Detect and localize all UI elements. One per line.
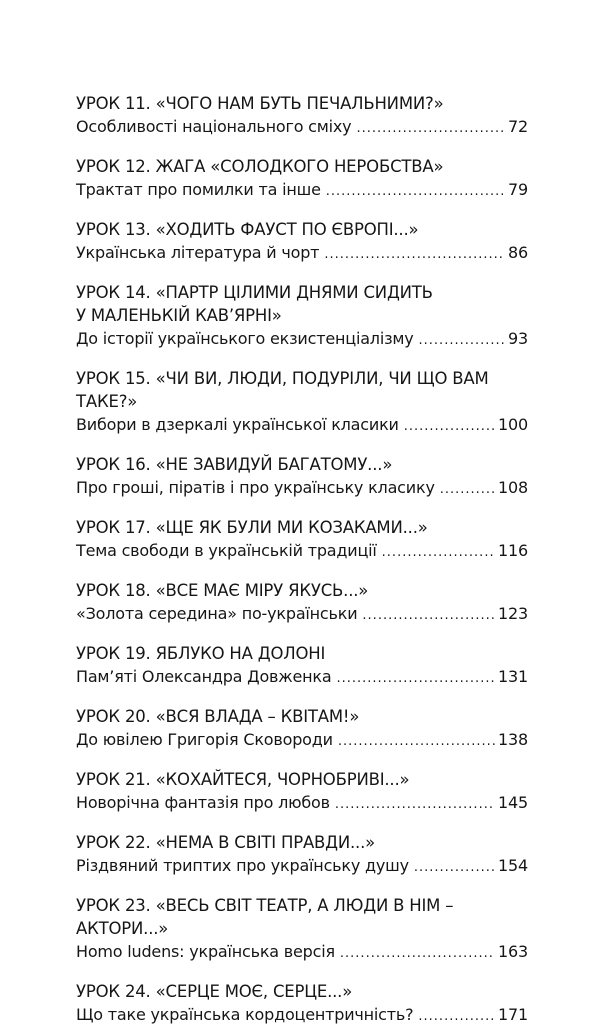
toc-entry — [76, 453, 528, 501]
page-number: 123 — [498, 604, 528, 623]
subtitle-row — [76, 602, 528, 627]
lesson-title: УРОК 13. «ХОДИТЬ ФАУСТ ПО ЄВРОПІ...» — [76, 220, 419, 239]
page-number: 171 — [498, 1005, 528, 1024]
lesson-subtitle: До історії українського екзистенціалізму — [76, 329, 414, 348]
subtitle-row — [76, 854, 528, 879]
toc-entry — [76, 516, 528, 564]
toc-entry — [76, 894, 528, 965]
page-number: 108 — [498, 478, 528, 497]
lesson-subtitle: Що таке українська кордоцентричність? — [76, 1005, 414, 1024]
lesson-title: УРОК 18. «ВСЕ МАЄ МІРУ ЯКУСЬ...» — [76, 581, 369, 600]
subtitle-row — [76, 241, 528, 266]
toc-entry — [76, 155, 528, 203]
page-number: 131 — [498, 667, 528, 686]
subtitle-row — [76, 178, 528, 203]
dot-leader — [326, 180, 505, 203]
subtitle-row — [76, 940, 528, 965]
dot-leader — [336, 667, 495, 690]
dot-leader — [404, 415, 495, 438]
subtitle-row — [76, 327, 528, 352]
lesson-title: УРОК 14. «ПАРТР ЦІЛИМИ ДНЯМИ СИДИТЬ У МАЛЕНЬКІЙ КАВ’ЯРНІ» — [76, 283, 433, 325]
page-number: 145 — [498, 793, 528, 812]
lesson-subtitle: Українська література й чорт — [76, 243, 320, 262]
page-number: 93 — [508, 329, 528, 348]
table-of-contents — [76, 92, 528, 1028]
lesson-subtitle: Особливості національного сміху — [76, 117, 352, 136]
dot-leader — [440, 478, 495, 501]
lesson-title: УРОК 22. «НЕМА В СВІТІ ПРАВДИ...» — [76, 833, 376, 852]
lesson-subtitle: Про гроші, піратів і про українську класику — [76, 478, 435, 497]
lesson-title: УРОК 19. ЯБЛУКО НА ДОЛОНІ — [76, 644, 326, 663]
dot-leader — [340, 942, 495, 965]
subtitle-row — [76, 413, 528, 438]
lesson-title: УРОК 23. «ВЕСЬ СВІТ ТЕАТР, А ЛЮДИ В НІМ – АКТОРИ...» — [76, 896, 454, 938]
lesson-title: УРОК 15. «ЧИ ВИ, ЛЮДИ, ПОДУРІЛИ, ЧИ ЩО ВАМ ТАКЕ?» — [76, 369, 489, 411]
subtitle-row — [76, 791, 528, 816]
dot-leader — [362, 604, 495, 627]
toc-entry — [76, 218, 528, 266]
toc-entry — [76, 92, 528, 140]
dot-leader — [419, 329, 506, 352]
lesson-subtitle: Homo ludens: українська версія — [76, 942, 335, 961]
page-number: 79 — [508, 180, 528, 199]
lesson-subtitle: Пам’яті Олександра Довженка — [76, 667, 332, 686]
lesson-title: УРОК 17. «ЩЕ ЯК БУЛИ МИ КОЗАКАМИ...» — [76, 518, 428, 537]
dot-leader — [356, 117, 505, 140]
lesson-subtitle: Новорічна фантазія про любов — [76, 793, 330, 812]
subtitle-row — [76, 665, 528, 690]
dot-leader — [414, 856, 495, 879]
page-number: 163 — [498, 942, 528, 961]
page-number: 154 — [498, 856, 528, 875]
lesson-subtitle: Різдвяний триптих про українську душу — [76, 856, 409, 875]
toc-entry — [76, 768, 528, 816]
page-number: 116 — [498, 541, 528, 560]
toc-entry — [76, 579, 528, 627]
lesson-title: УРОК 11. «ЧОГО НАМ БУТЬ ПЕЧАЛЬНИМИ?» — [76, 94, 444, 113]
lesson-title: УРОК 12. ЖАГА «СОЛОДКОГО НЕРОБСТВА» — [76, 157, 444, 176]
subtitle-row — [76, 115, 528, 140]
subtitle-row — [76, 1003, 528, 1028]
lesson-title: УРОК 16. «НЕ ЗАВИДУЙ БАГАТОМУ...» — [76, 455, 393, 474]
lesson-subtitle: До ювілею Григорія Сковороди — [76, 730, 333, 749]
subtitle-row — [76, 728, 528, 753]
toc-entry — [76, 980, 528, 1028]
page-number: 86 — [508, 243, 528, 262]
subtitle-row — [76, 476, 528, 501]
toc-entry — [76, 831, 528, 879]
lesson-title: УРОК 20. «ВСЯ ВЛАДА – КВІТАМ!» — [76, 707, 360, 726]
dot-leader — [418, 1005, 495, 1028]
lesson-subtitle: Вибори в дзеркалі української класики — [76, 415, 399, 434]
toc-entry — [76, 705, 528, 753]
page-number: 138 — [498, 730, 528, 749]
lesson-subtitle: Тема свободи в українській традиції — [76, 541, 377, 560]
lesson-subtitle: Трактат про помилки та інше — [76, 180, 321, 199]
lesson-title: УРОК 21. «КОХАЙТЕСЯ, ЧОРНОБРИВІ...» — [76, 770, 410, 789]
toc-entry — [76, 281, 528, 352]
subtitle-row — [76, 539, 528, 564]
lesson-title: УРОК 24. «СЕРЦЕ МОЄ, СЕРЦЕ...» — [76, 982, 353, 1001]
dot-leader — [335, 793, 495, 816]
lesson-subtitle: «Золота середина» по-українськи — [76, 604, 358, 623]
page-number: 100 — [498, 415, 528, 434]
toc-entry — [76, 642, 528, 690]
dot-leader — [324, 243, 505, 266]
toc-entry — [76, 367, 528, 438]
page-number: 72 — [508, 117, 528, 136]
dot-leader — [338, 730, 495, 753]
dot-leader — [382, 541, 495, 564]
